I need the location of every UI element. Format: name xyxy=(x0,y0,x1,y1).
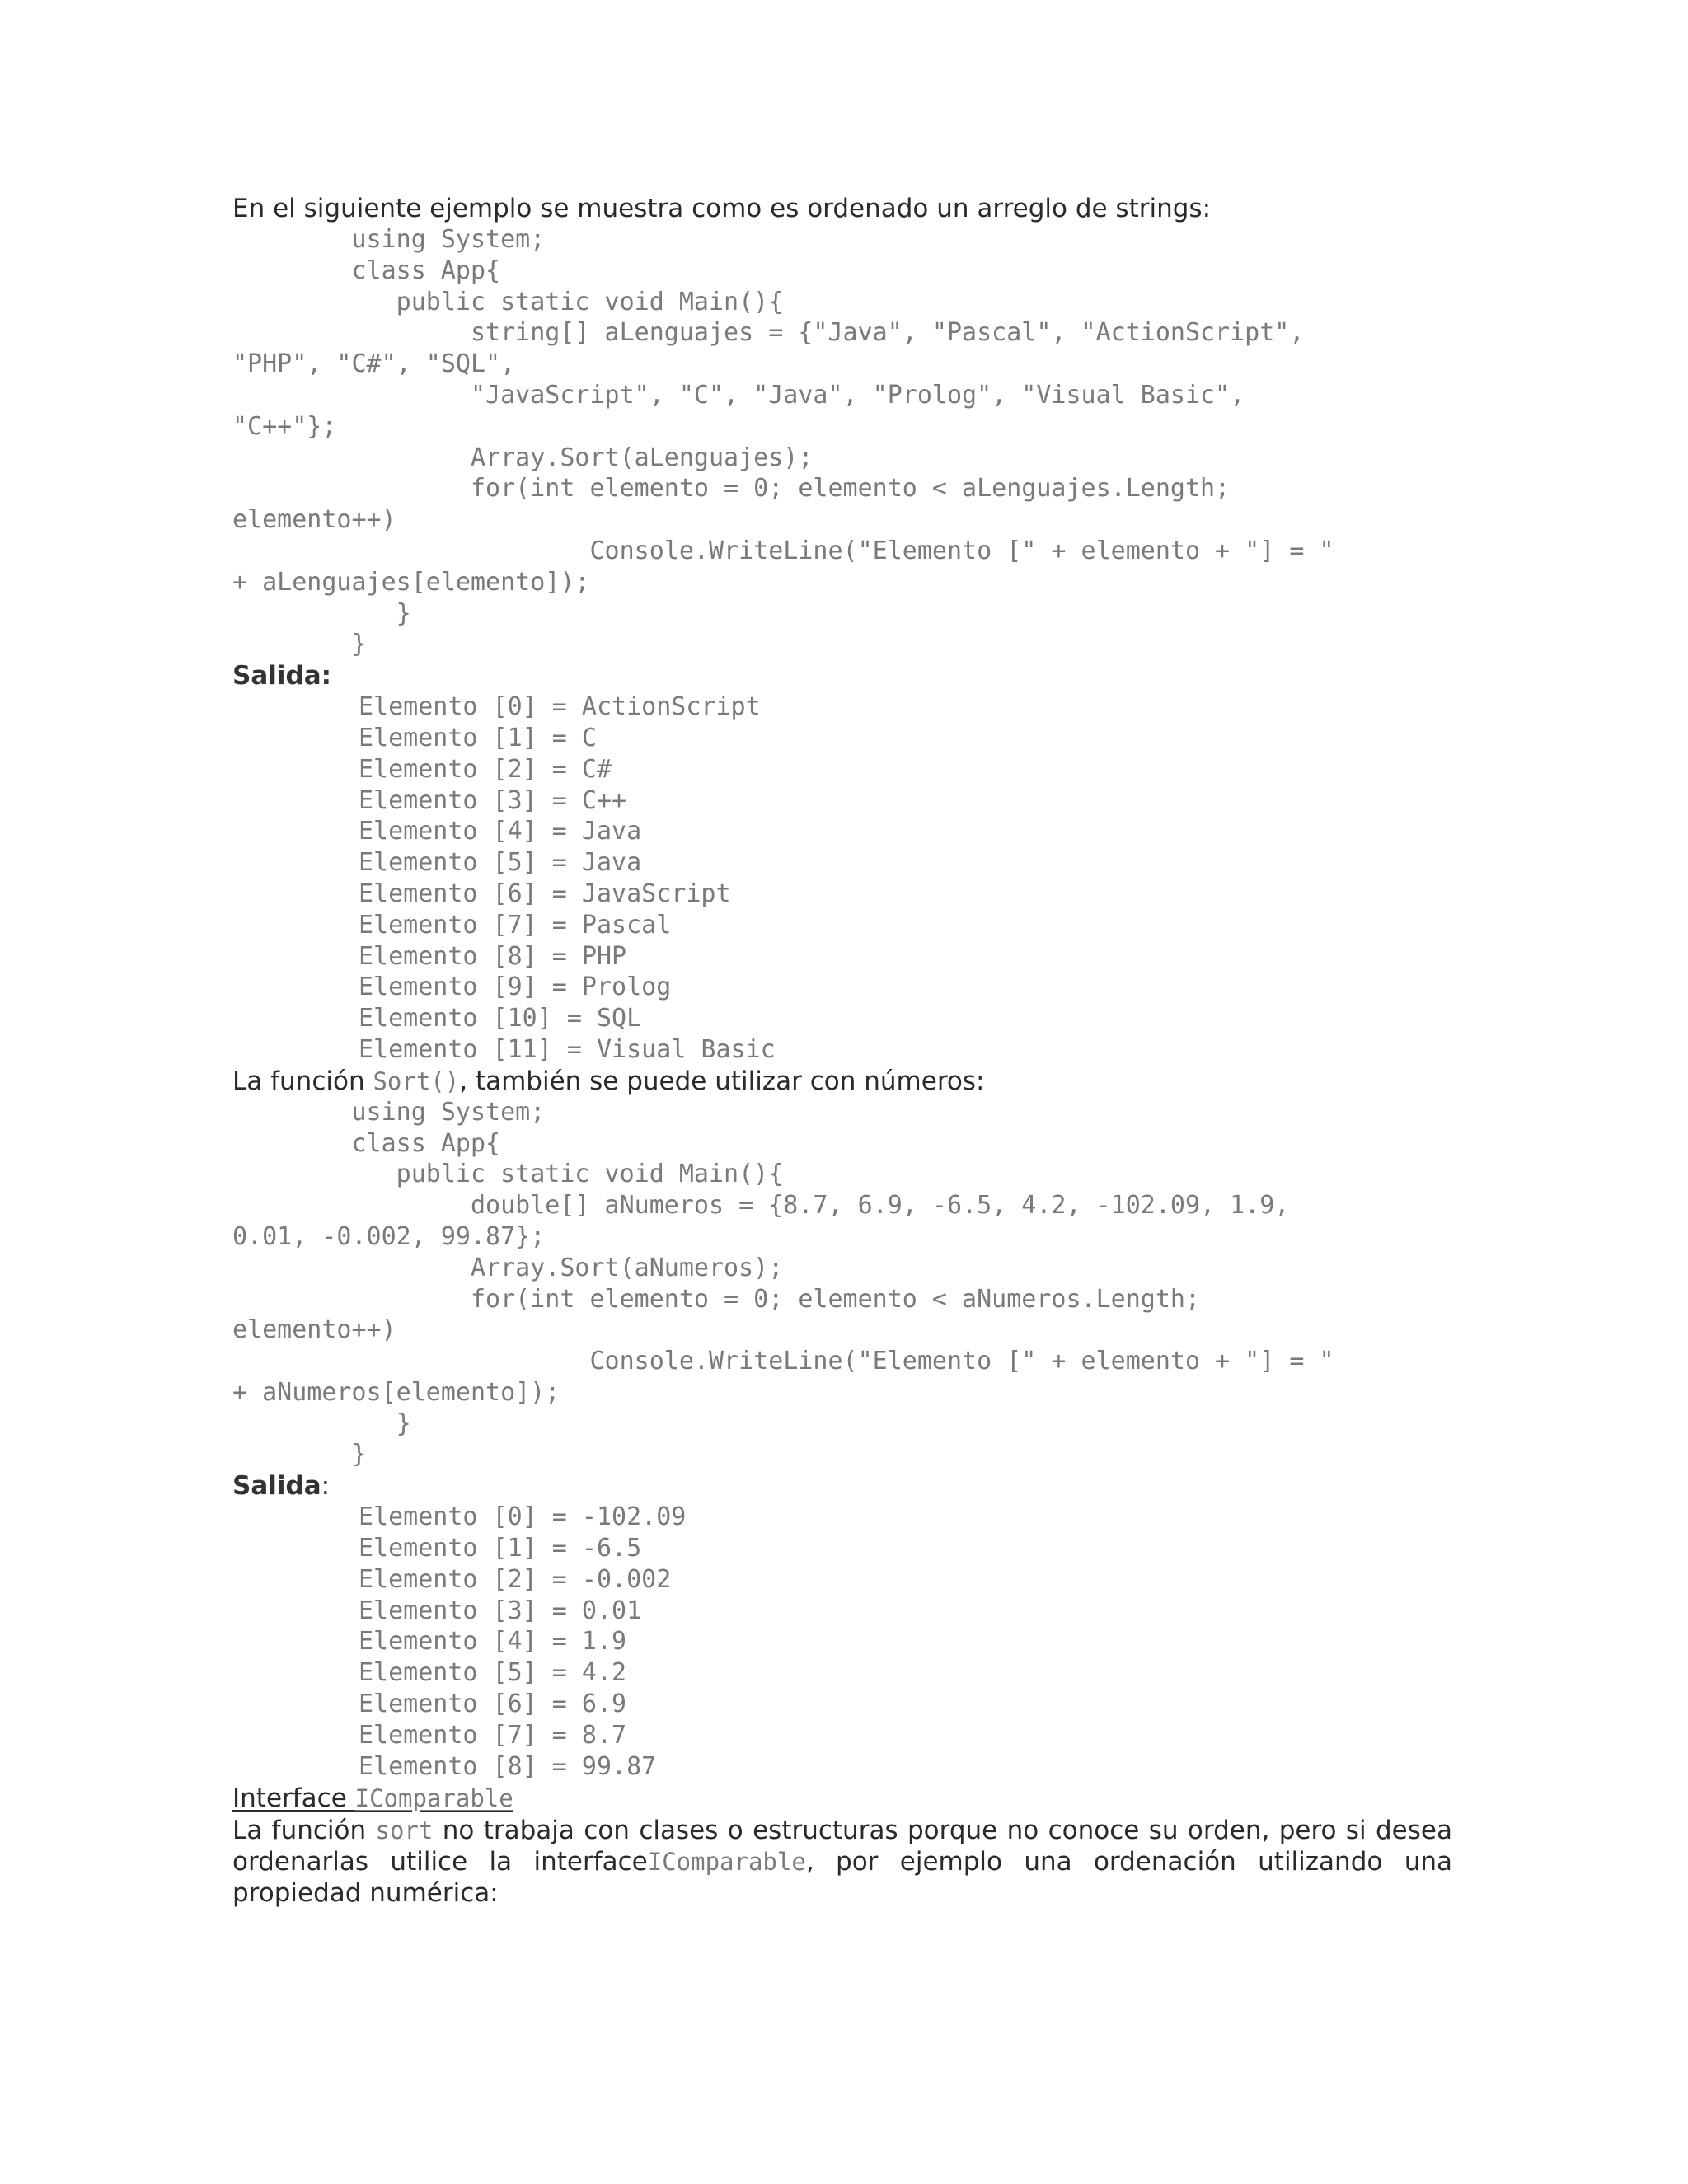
code-line: "PHP", "C#", "SQL", xyxy=(232,349,516,379)
code-line: public static void Main(){ xyxy=(232,1160,784,1189)
code-line: class App{ xyxy=(232,255,501,285)
output-line: Elemento [1] = C xyxy=(359,723,597,752)
output-line: Elemento [10] = SQL xyxy=(359,1004,642,1033)
code-line: + aLenguajes[elemento]); xyxy=(232,567,590,597)
salida-label-strings: Salida: xyxy=(232,661,332,691)
output-line: Elemento [0] = -102.09 xyxy=(359,1502,687,1532)
code-line: Array.Sort(aLenguajes); xyxy=(232,443,814,472)
interface-paragraph-part1: La función xyxy=(232,1816,376,1846)
code-line: for(int elemento = 0; elemento < aNumeros.Length; xyxy=(232,1284,1200,1314)
code-line: elemento++) xyxy=(232,1315,396,1345)
code-line: Console.WriteLine("Elemento [" + elemento + "] = " xyxy=(232,1347,1334,1376)
interface-heading[interactable] xyxy=(232,1782,1452,1815)
code-line: "JavaScript", "C", "Java", "Prolog", "Visual Basic", xyxy=(232,380,1245,410)
code-line: } xyxy=(232,598,411,628)
code-block-strings xyxy=(232,224,1452,660)
output-line: Elemento [4] = 1.9 xyxy=(359,1627,627,1657)
output-line: Elemento [5] = 4.2 xyxy=(359,1658,627,1688)
intro-numbers-paragraph xyxy=(232,1066,1452,1097)
code-line: for(int elemento = 0; elemento < aLenguajes.Length; xyxy=(232,474,1231,504)
code-line: } xyxy=(232,630,367,659)
interface-paragraph xyxy=(232,1815,1452,1909)
interface-heading-code: IComparable xyxy=(354,1784,513,1813)
output-line: Elemento [9] = Prolog xyxy=(359,972,672,1002)
interface-paragraph-part2: no trabaja con clases o estructuras porque no conoce su orden, pero si desea ordenarlas utilice la interface xyxy=(232,1816,1452,1877)
intro-numbers-text-after: , también se puede utilizar con números: xyxy=(459,1066,985,1096)
output-line: Elemento [2] = C# xyxy=(359,754,612,784)
output-line: Elemento [7] = Pascal xyxy=(359,910,672,940)
output-line: Elemento [1] = -6.5 xyxy=(359,1534,642,1563)
code-line: elemento++) xyxy=(232,505,396,535)
output-line: Elemento [8] = 99.87 xyxy=(359,1751,657,1781)
code-line: 0.01, -0.002, 99.87}; xyxy=(232,1221,546,1251)
code-line: } xyxy=(232,1440,367,1469)
interface-paragraph-part3: , por ejemplo una ordenación utilizando una propiedad numérica: xyxy=(232,1847,1452,1909)
code-line: class App{ xyxy=(232,1128,501,1158)
output-line: Elemento [3] = 0.01 xyxy=(359,1596,642,1625)
code-line: } xyxy=(232,1408,411,1438)
output-line: Elemento [7] = 8.7 xyxy=(359,1720,627,1750)
code-block-numbers xyxy=(232,1097,1452,1471)
code-line: using System; xyxy=(232,225,546,254)
output-list-strings xyxy=(232,691,1452,1066)
code-line: public static void Main(){ xyxy=(232,287,784,316)
output-list-numbers xyxy=(232,1502,1452,1782)
output-line: Elemento [6] = 6.9 xyxy=(359,1690,627,1719)
intro-strings-paragraph: En el siguiente ejemplo se muestra como es ordenado un arreglo de strings: xyxy=(232,194,1212,223)
code-line: + aNumeros[elemento]); xyxy=(232,1377,560,1407)
output-line: Elemento [11] = Visual Basic xyxy=(359,1034,776,1064)
inline-code-sort-lower: sort xyxy=(375,1816,434,1845)
code-line: double[] aNumeros = {8.7, 6.9, -6.5, 4.2, -102.09, 1.9, xyxy=(232,1191,1290,1221)
code-line: Array.Sort(aNumeros); xyxy=(232,1253,784,1282)
output-line: Elemento [3] = C++ xyxy=(359,785,627,815)
code-line: string[] aLenguajes = {"Java", "Pascal", "ActionScript", xyxy=(232,318,1305,348)
salida-label-bold: Salida xyxy=(232,1471,321,1502)
code-line: "C++"}; xyxy=(232,411,337,441)
output-line: Elemento [6] = JavaScript xyxy=(359,879,731,908)
code-line: using System; xyxy=(232,1097,546,1127)
intro-numbers-text-before: La función xyxy=(232,1066,373,1096)
salida-label-numbers xyxy=(232,1470,1452,1502)
inline-code-icomparable: IComparable xyxy=(647,1848,806,1877)
document-page xyxy=(232,193,1452,1909)
inline-code-sort: Sort() xyxy=(373,1066,460,1095)
salida-label-colon: : xyxy=(321,1471,331,1502)
output-line: Elemento [4] = Java xyxy=(359,817,642,846)
output-line: Elemento [0] = ActionScript xyxy=(359,692,761,722)
output-line: Elemento [2] = -0.002 xyxy=(359,1564,672,1594)
interface-heading-text: Interface xyxy=(232,1783,355,1814)
output-line: Elemento [5] = Java xyxy=(359,848,642,878)
output-line: Elemento [8] = PHP xyxy=(359,941,627,971)
code-line: Console.WriteLine("Elemento [" + elemento + "] = " xyxy=(232,536,1334,565)
